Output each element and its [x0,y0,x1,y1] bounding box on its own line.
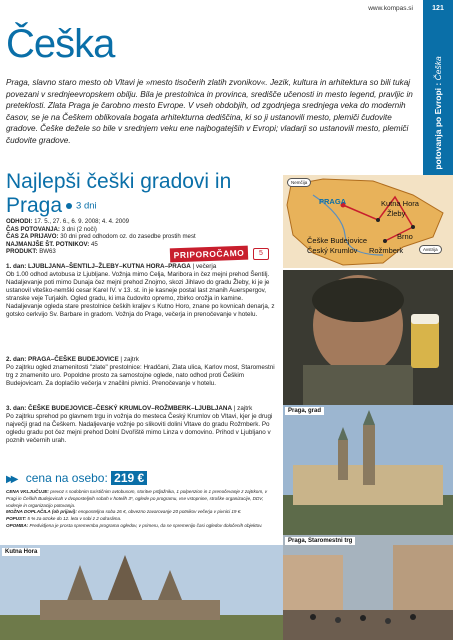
map-label-austria: Avstrija [419,245,442,254]
itinerary-day-2: 2. dan: PRAGA–ČEŠKE BUDEJOVICE | zajtrk Po zajtrku ogled znamenitosti "zlate" prestolnice: Hradčani, Zlata ulica, Karlov most, Staromestni trg z znamenito uro. Popoldne prosto za samostojne oglede, nato odhod proti Češkim Budejovicam. Za doplačilo večerja v značilni pivnici. Prenočevanje v hotelu. [6,356,275,387]
photo-old-town-square [283,535,453,640]
day-heading: 1. dan: LJUBLJANA–ŠENTILJ–ŽLEBY–KUTNA HORA–PRAGA [6,263,191,270]
info-row: ČAS ZA PRIJAVO: 30 dni pred odhodom oz. do zasedbe prostih mest [6,233,196,241]
info-row: NAJMANJŠE ŠT. POTNIKOV: 45 [6,240,98,248]
fine-item: OPOMBA: Predvidjena je prosta sprememba programa ogledov, v primeru, da se spremenijo časi ogledov določenih objektov. [6,522,263,528]
fine-item: MOŽNA DOPLAČILA (ob prijavi): enoposteljna soba 26 €, obvezno zavarovanje 20 potnikov večerja v pivnici 19 €. [6,509,242,515]
photo-label-praga-grad: Praga, grad [285,407,324,415]
fine-item: CENA VKLJUČUJE: prevoz s sodobnim turističnim avtobusom, storitve prtljažnika, 1 polpenzion in 1 prenočevanje z zajtrkom, v Pragi in Čeških Budejovicah v dvoposteljnih sobah v hotelih 3*, oglede po programu, vse vstopnine, stroške organizacije, DDV, vodenje in organizacijo potovanja. [6,489,268,508]
info-row: PRODUKT: BW63 [6,248,56,256]
sidebar-label-country: Češka [433,56,443,81]
tour-title [6,170,276,218]
day-text: Ob 1.00 odhod avtobusa iz Ljubljane. Vožnja mimo Celja, Maribora in čez mejni prehod Šentilj. Nadaljevanje poti mimo Dunaja čez mejni prehod Znojmo, skozi Jihlavo do gradu Žleby, ki je je ustanovil viteško-nemški cesar Karel IV. v 13. st. in je kasneje postal last znanih Auerspergov, stranske veje Turjakih. Ogled gradu, ki ima čudovito opremo, zbirko orožja in kamine. Nadaljevanje ogleda stare prestolnice čeških kraljev s Kutno Horo, znane po kovnicah denarja, z gotsko cerkvijo Sv. Barbare in gradom. Vožnja do Prage, večerja in prenočevanje v hotelu. [6,271,275,318]
page-header [0,0,453,18]
map-city-cesky-krumlov: Český Krumlov [307,246,358,255]
intro-text: Praga, slavno staro mesto ob Vltavi je »mesto tisočerih zlatih zvonikov«. Jezik, kultura in arhitektura so bili tukaj povezani v srednjeevropskem obilju. Bila je prestolnica in provinca, središče učenosti in mesto legend, pravljic in preteklosti. Zlata Praga je čarobno mesto Evrope. V vseh obdobjih, od zgodnjega srednjega veka do modernih časov, se je na Češkem oblikovala bogata arhitekturna dediščina, ki so ji ustanovili mesto, plemiči čudovite gradove. Češke dežele so bile v srednjem veku ene najbogatejših v Evropi; vladarji so ustanovili mesto, plemiči čudovite gradove. [6,78,413,145]
price-label: cena na osebo: [25,471,108,485]
sidebar-label: potovanja po Evropi : Češka [433,56,443,170]
day-text: Po zajtrku ogled znamenitosti "zlate" prestolnice: Hradčani, Zlata ulica, Karlov most, Staromestni trg z znamenito uro. Popoldne prosto za samostojne oglede, nato odhod proti Češkim Budejovicam. Za doplačilo večerja v značilni pivnici. Prenočevanje v hotelu. [6,364,275,387]
map-city-brno: Brno [397,232,413,241]
route-map [283,175,453,268]
day-heading: 3. dan: ČEŠKE BUDEJOVICE–ČESKÝ KRUMLOV–ROŽMBERK–LJUBLJANA [6,405,233,412]
day-heading: 2. dan: PRAGA–ČEŠKE BUDEJOVICE [6,356,119,363]
day-text: Po zajtrku sprehod po glavnem trgu in vožnja do mesteca Český Krumlov ob Vltavi, kjer je drugi največji grad na Češkem. Nadaljevanje vožnje po slikoviti dolini Vltave do gradu Rožmberk. Po ogledu gradu pot čez mejni prehod Dolní Dvořiště mimo Linza v domovino. Prihod v Ljubljano v poznih večernih urah. [6,413,273,444]
bus-icon: 5 [253,248,269,260]
photo-graphic [283,405,453,535]
itinerary-day-3: 3. dan: ČEŠKE BUDEJOVICE–ČESKÝ KRUMLOV–ROŽMBERK–LJUBLJANA | zajtrk Po zajtrku sprehod po glavnem trgu in vožnja do mesteca Český Krumlov ob Vltavi, kjer je drugi največji grad na Češkem. Nadaljevanje vožnje po slikoviti dolini Vltave do gradu Rožmberk. Po ogledu gradu pot čez mejni prehod Dolní Dvořiště mimo Linza v domovino. Prihod v Ljubljano v poznih večernih urah. [6,405,273,444]
map-city-ceske-budejovice: Češke Budejovice [307,236,368,245]
sidebar-label-section: potovanja po Evropi [433,87,443,170]
day-meal: večerja [196,263,217,270]
day-meal: zajtrk [123,356,139,363]
website-url[interactable]: www.kompas.si [368,5,413,12]
map-city-rozmberk: Rožmberk [369,246,404,255]
photo-prague-castle [283,405,453,535]
photo-graphic [283,270,453,405]
map-label-germany: Nemčija [287,178,311,187]
recommended-badge: PRIPOROČAMO [170,246,248,263]
photo-graphic [0,545,283,640]
map-city-praga: PRAGA [319,197,347,206]
bullet-dot-icon [66,203,72,209]
page-number: 121 [423,0,453,18]
fine-print [6,489,278,530]
price-line [6,471,147,485]
tour-title-text: Najlepši češki gradovi in Praga [6,170,232,217]
info-row: ČAS POTOVANJA: 3 dni (2 noči) [6,225,97,233]
map-city-kutna-hora: Kutna Hora [381,199,419,208]
fine-item: POPUST: 5 % za otroke do 12. leta v sobi z 2 odraslima. [6,516,122,522]
day-meal: zajtrk [237,405,253,412]
photo-graphic [283,535,453,640]
photo-kutna-hora [0,545,283,640]
double-chevron-right-icon: ▶▶ [6,474,16,485]
tour-days: 3 dni [76,200,97,212]
photo-label-old-town-square: Praga, Staromestni trg [285,537,355,545]
info-row: ODHODI: 17. 5., 27. 6., 6. 9. 2008; 4. 4. 2009 [6,218,129,225]
itinerary-day-1: 1. dan: LJUBLJANA–ŠENTILJ–ŽLEBY–KUTNA HORA–PRAGA | večerja Ob 1.00 odhod avtobusa iz Ljubljane. Vožnja mimo Celja, Maribora in čez mejni prehod Šentilj. Nadaljevanje poti mimo Dunaja čez mejni prehod Znojmo, skozi Jihlavo do gradu Žleby, ki je je ustanovil viteško-nemški cesar Karel IV. v 13. st. in je kasneje postal last znanih Auerspergov, stranske veje Turjakih. Ogled gradu, ki ima čudovito opremo, zbirko orožja in kamine. Nadaljevanje ogleda stare prestolnice čeških kraljev s Kutno Horo, znane po kovnicah denarja, z gotsko cerkvijo Sv. Barbare in gradom. Vožnja do Prage, večerja in prenočevanje v hotelu. [6,263,275,318]
photo-man-with-beer [283,270,453,405]
page-title: Češka [6,22,115,66]
photo-label-kutna-hora: Kutna Hora [2,548,40,556]
price-amount: 219 € [111,471,147,485]
map-city-zleby: Žleby [387,209,406,218]
